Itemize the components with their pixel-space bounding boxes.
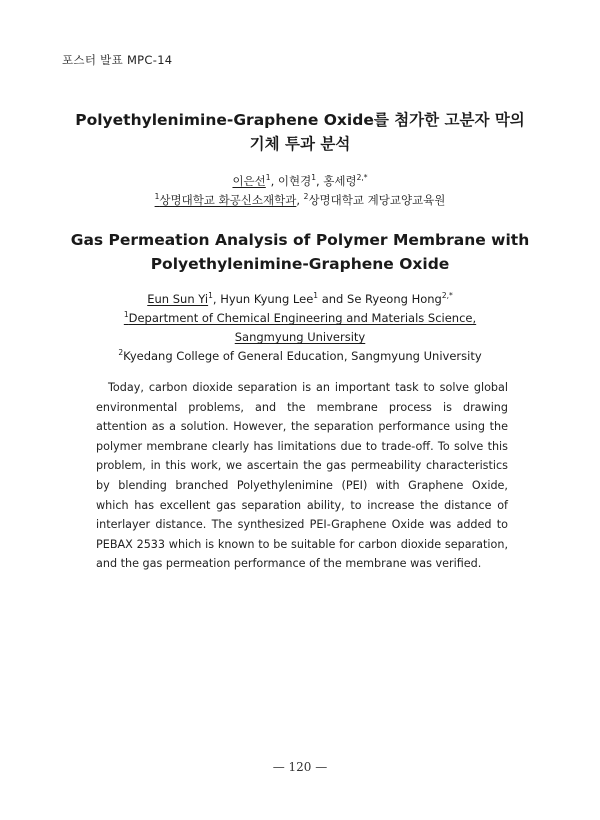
english-author-block (40, 290, 560, 366)
korean-affiliation-2-sup: 2 (303, 192, 309, 202)
page-number: — 120 — (272, 760, 328, 774)
korean-author-block (40, 172, 560, 210)
korean-title-line-1: Polyethylenimine-Graphene Oxide를 첨가한 고분자 막의 (75, 111, 525, 129)
english-affiliation-1-cont: Sangmyung University (234, 330, 366, 344)
session-tag: 포스터 발표 MPC-14 (62, 53, 173, 67)
english-title-line-2: Polyethylenimine-Graphene Oxide (150, 255, 450, 273)
english-affiliation-1: $^1$Department of Chemical Engineering and Materials Science, (123, 310, 477, 325)
english-author-1: Eun Sun Yi (147, 292, 209, 306)
korean-author-list: 이은선$^1$, 이현경$^1$, 홍세령$^{2,*}$ (232, 173, 368, 188)
korean-affiliation-2: 상명대학교 계당교양교육원 (308, 193, 446, 207)
english-author-list: Eun Sun Yi$^1$, Hyun Kyung Lee$^1$ and Se Ryeong Hong$^{2,*}$ (147, 291, 453, 306)
korean-affiliations: $^1$상명대학교 화공신소재학과, $^2$상명대학교 계당교양교육원 (154, 192, 446, 207)
english-author-3: Se Ryeong Hong (347, 292, 442, 306)
english-title (40, 228, 560, 276)
korean-author-3: 홍세령 (323, 174, 357, 188)
korean-affiliation-1: $^1$상명대학교 화공신소재학과 (154, 192, 297, 207)
korean-author-1: 이은선 (232, 174, 266, 188)
abstract-paragraph: Today, carbon dioxide separation is an important task to solve global environmental problems, and the membrane process is drawing attention as a solution. However, the separation performance using the polymer membrane clearly has limitations due to trade-off. To solve this problem, in this work, we ascertain the gas permeability characteristics by blending branched Polyethylenimine (PEI) with Graphene Oxide, which has excellent gas separation ability, to increase the distance of interlayer distance. The synthesized PEI-Graphene Oxide was added to PEBAX 2533 which is known to be suitable for carbon dioxide separation, and the gas permeation performance of the membrane was verified. (96, 381, 508, 571)
english-affiliation-2: $^2$Kyedang College of General Education, Sangmyung University (118, 348, 482, 363)
korean-author-2: 이현경 (277, 174, 312, 188)
korean-author-3-sup: 2,* (356, 173, 368, 183)
korean-author-2-sup: 1 (311, 173, 316, 183)
korean-title (40, 108, 560, 156)
english-title-line-1: Gas Permeation Analysis of Polymer Membrane with (70, 231, 530, 249)
korean-author-1-sup: 1 (265, 173, 271, 183)
english-author-2: Hyun Kyung Lee (220, 292, 314, 306)
korean-title-line-2: 기체 투과 분석 (249, 135, 351, 153)
